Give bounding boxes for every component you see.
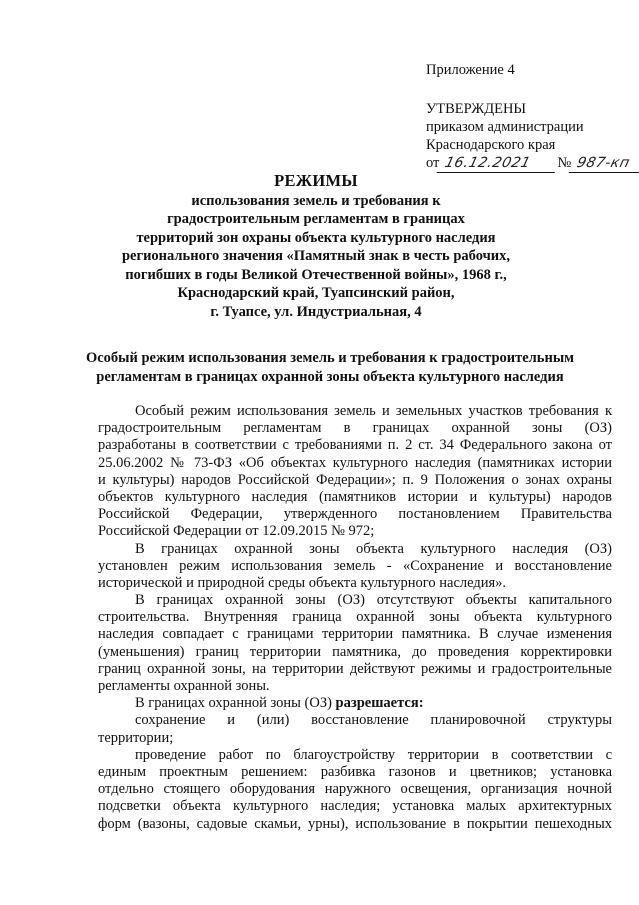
paragraph-line: исторической и природной среды объекта культурного наследия». (98, 574, 507, 591)
paragraph-line: установлен режим использования земель - «Сохранение и восстановление (98, 557, 612, 574)
permitted-prefix: В границах охранной зоны (ОЗ) (135, 695, 336, 712)
title-line: регионального значения «Памятный знак в честь рабочих, (121, 248, 510, 264)
body-text (98, 403, 612, 833)
paragraph-line: Особый режим использования земель и земельных участков требования к (135, 403, 612, 419)
title-line: г. Туапсе, ул. Индустриальная, 4 (210, 303, 422, 320)
approved-label: УТВЕРЖДЕНЫ (426, 101, 527, 117)
paragraph-line: и культуры) народов Российской Федерации»; п. 9 Положения о зонах охраны (98, 471, 612, 488)
paragraph-line: В границах охранной зоны (ОЗ) отсутствуют объекты капитального (135, 592, 612, 609)
title-line: градостроительным регламентам в границах (167, 211, 465, 227)
order-line-2: Краснодарского края (426, 137, 556, 153)
document-title (96, 172, 536, 321)
section-heading (70, 349, 590, 386)
title-line: использования земель и требования к (191, 192, 441, 209)
paragraph-line: строительства. Внутренняя граница охранной зоны объекта культурного (98, 609, 612, 626)
paragraph-line: территории; (98, 729, 174, 746)
approval-block (426, 100, 639, 173)
section-heading-line: Особый режим использования земель и требования к градостроительным (85, 350, 575, 366)
section-heading-line: регламентам в границах охранной зоны объекта культурного наследия (96, 368, 564, 385)
paragraph-line: объектов культурного наследия (памятников истории и культуры) народов (98, 488, 612, 505)
paragraph-line: разработаны в соответствии с требованиями п. 2 ст. 34 Федерального закона от (98, 437, 612, 454)
order-line-1: приказом администрации (426, 119, 584, 135)
date-prefix: от (426, 155, 440, 171)
paragraph-line: сохранение и (или) восстановление планировочной структуры (135, 712, 612, 729)
paragraph-line: регламенты охранной зоны. (98, 678, 270, 694)
paragraph-line (98, 695, 612, 712)
paragraph-line: отдельно стоящего оборудования наружного освещения, организация ночной (98, 781, 612, 798)
date-number-line (426, 154, 639, 173)
number-prefix: № (557, 155, 572, 171)
paragraph-line: Российской Федерации, утвержденного постановлением Правительства (98, 506, 612, 523)
paragraph-line: градостроительным регламентам в границах охранной зоны (ОЗ) (98, 420, 612, 437)
paragraph-line: подсветки объекта культурного наследия; установка малых архитектурных (98, 798, 612, 815)
paragraph-line: В границах охранной зоны объекта культурного наследия (ОЗ) (135, 540, 612, 557)
title-line: территорий зон охраны объекта культурного наследия (136, 229, 496, 246)
paragraph-line: Российской Федерации от 12.09.2015 № 972; (98, 523, 375, 540)
appendix-label: Приложение 4 (426, 62, 515, 78)
paragraph-line: проведение работ по благоустройству территории в соответствии с (135, 746, 612, 763)
handwritten-number: 987-кп (569, 154, 639, 173)
paragraph-line: единым проектным решением: разбивка газонов и цветников; установка (98, 763, 612, 780)
paragraph-line: наследия совпадает с границами территории памятника. В случае изменения (98, 626, 612, 643)
title-line: Краснодарский край, Туапсинский район, (177, 285, 455, 301)
paragraph-line: (уменьшения) границ территории памятника, до проведения корректировки (98, 643, 612, 660)
paragraph-line: форм (вазоны, садовые скамьи, урны), использование в покрытии пешеходных (98, 815, 612, 832)
title-heading: РЕЖИМЫ (274, 171, 358, 190)
permitted-label: разрешается: (335, 695, 424, 712)
paragraph-line: 25.06.2002 № 73-ФЗ «Об объектах культурного наследия (памятниках истории (98, 454, 612, 471)
handwritten-date: 16.12.2021 (437, 154, 560, 173)
paragraph-line: границ охранной зоны, на территории действуют режимы и градостроительные (98, 660, 612, 677)
title-line: погибших в годы Великой Отечественной войны», 1968 г., (125, 266, 507, 283)
